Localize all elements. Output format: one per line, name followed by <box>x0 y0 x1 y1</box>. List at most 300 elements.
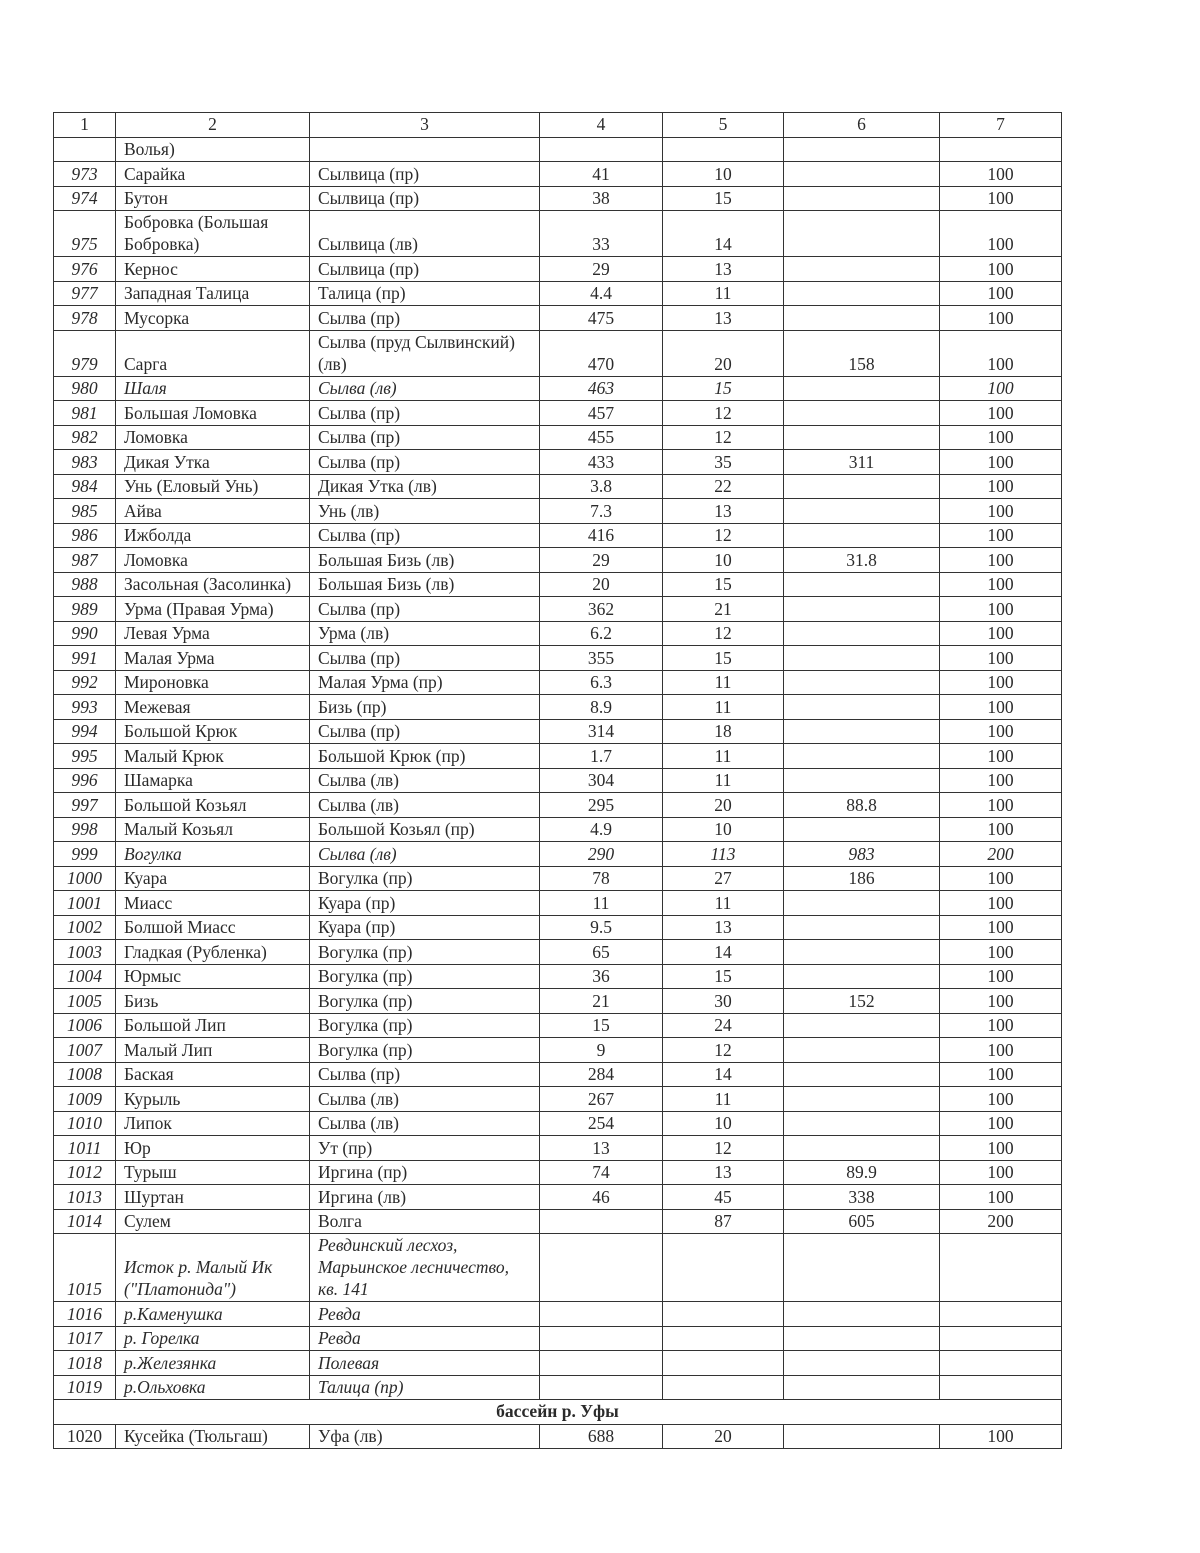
table-row <box>54 1062 1062 1087</box>
row-number-cell: 1008 <box>54 1062 116 1087</box>
mouth-river-cell: Сылва (пр) <box>310 450 540 475</box>
row-number-cell: 977 <box>54 281 116 306</box>
river-name-cell: Малая Урма <box>116 646 310 671</box>
row-number-cell: 1011 <box>54 1136 116 1161</box>
river-name-cell: Большая Ломовка <box>116 401 310 426</box>
row-number-cell: 1000 <box>54 866 116 891</box>
distance-cell: 455 <box>540 425 663 450</box>
row-number-cell: 995 <box>54 744 116 769</box>
row-number-cell: 990 <box>54 621 116 646</box>
table-row <box>54 646 1062 671</box>
area-cell <box>784 940 940 965</box>
table-row <box>54 891 1062 916</box>
mouth-river-cell: Вогулка (пр) <box>310 989 540 1014</box>
area-cell <box>784 376 940 401</box>
area-cell <box>784 768 940 793</box>
row-number-cell: 994 <box>54 719 116 744</box>
river-name-cell: Сулем <box>116 1209 310 1234</box>
length-cell: 11 <box>663 744 784 769</box>
row-number-cell: 985 <box>54 499 116 524</box>
distance-cell: 9.5 <box>540 915 663 940</box>
protection-zone-cell: 100 <box>940 891 1062 916</box>
river-name-cell: Миасс <box>116 891 310 916</box>
area-cell <box>784 1234 940 1302</box>
distance-cell: 65 <box>540 940 663 965</box>
table-row <box>54 1302 1062 1327</box>
data-table <box>53 112 1062 1449</box>
river-name-cell: Межевая <box>116 695 310 720</box>
mouth-river-cell: Сылва (пруд Сылвинский) (лв) <box>310 330 540 376</box>
mouth-river-cell: Сылва (лв) <box>310 376 540 401</box>
mouth-river-cell: Сылва (пр) <box>310 306 540 331</box>
length-cell <box>663 1375 784 1400</box>
protection-zone-cell: 100 <box>940 817 1062 842</box>
length-cell: 10 <box>663 1111 784 1136</box>
row-number-cell: 1007 <box>54 1038 116 1063</box>
length-cell <box>663 137 784 162</box>
table-row <box>54 597 1062 622</box>
mouth-river-cell: Ревда <box>310 1326 540 1351</box>
mouth-river-cell: Сылва (пр) <box>310 1062 540 1087</box>
area-cell <box>784 137 940 162</box>
protection-zone-cell: 100 <box>940 915 1062 940</box>
mouth-river-cell: Унь (лв) <box>310 499 540 524</box>
length-cell: 11 <box>663 768 784 793</box>
river-name-cell: Сарайка <box>116 162 310 187</box>
distance-cell: 9 <box>540 1038 663 1063</box>
table-row <box>54 1209 1062 1234</box>
protection-zone-cell: 100 <box>940 597 1062 622</box>
river-name-cell: Малый Козьял <box>116 817 310 842</box>
table-row <box>54 842 1062 867</box>
area-cell <box>784 719 940 744</box>
protection-zone-cell: 100 <box>940 1013 1062 1038</box>
area-cell: 158 <box>784 330 940 376</box>
distance-cell: 475 <box>540 306 663 331</box>
distance-cell: 15 <box>540 1013 663 1038</box>
length-cell: 14 <box>663 940 784 965</box>
area-cell <box>784 1424 940 1449</box>
protection-zone-cell <box>940 1351 1062 1376</box>
area-cell: 89.9 <box>784 1160 940 1185</box>
length-cell: 12 <box>663 401 784 426</box>
protection-zone-cell: 100 <box>940 474 1062 499</box>
river-name-cell: р.Ольховка <box>116 1375 310 1400</box>
protection-zone-cell <box>940 137 1062 162</box>
distance-cell: 6.3 <box>540 670 663 695</box>
area-cell <box>784 1087 940 1112</box>
river-name-cell: р. Горелка <box>116 1326 310 1351</box>
mouth-river-cell: Сылвица (лв) <box>310 211 540 257</box>
table-row <box>54 211 1062 257</box>
area-cell: 311 <box>784 450 940 475</box>
length-cell: 22 <box>663 474 784 499</box>
distance-cell: 416 <box>540 523 663 548</box>
section-title: бассейн р. Уфы <box>54 1400 1062 1425</box>
river-name-cell: Ломовка <box>116 425 310 450</box>
protection-zone-cell <box>940 1326 1062 1351</box>
length-cell: 12 <box>663 1136 784 1161</box>
table-row <box>54 281 1062 306</box>
river-name-cell: Большой Лип <box>116 1013 310 1038</box>
protection-zone-cell: 100 <box>940 306 1062 331</box>
mouth-river-cell: Вогулка (пр) <box>310 964 540 989</box>
protection-zone-cell: 100 <box>940 964 1062 989</box>
river-name-cell: Болшой Миасс <box>116 915 310 940</box>
row-number-cell: 975 <box>54 211 116 257</box>
distance-cell: 6.2 <box>540 621 663 646</box>
mouth-river-cell: Сылвица (пр) <box>310 257 540 282</box>
protection-zone-cell <box>940 1375 1062 1400</box>
distance-cell: 254 <box>540 1111 663 1136</box>
header-cell: 6 <box>784 113 940 138</box>
protection-zone-cell: 100 <box>940 211 1062 257</box>
protection-zone-cell: 100 <box>940 744 1062 769</box>
protection-zone-cell: 100 <box>940 793 1062 818</box>
table-row <box>54 330 1062 376</box>
mouth-river-cell: Большой Козьял (пр) <box>310 817 540 842</box>
length-cell: 12 <box>663 1038 784 1063</box>
area-cell <box>784 744 940 769</box>
protection-zone-cell: 100 <box>940 940 1062 965</box>
distance-cell: 355 <box>540 646 663 671</box>
length-cell <box>663 1302 784 1327</box>
length-cell: 18 <box>663 719 784 744</box>
length-cell: 11 <box>663 1087 784 1112</box>
mouth-river-cell: Ут (пр) <box>310 1136 540 1161</box>
table-row <box>54 695 1062 720</box>
table-row <box>54 137 1062 162</box>
area-cell <box>784 306 940 331</box>
row-number-cell: 982 <box>54 425 116 450</box>
table-row <box>54 1136 1062 1161</box>
row-number-cell: 1012 <box>54 1160 116 1185</box>
river-name-cell: р.Каменушка <box>116 1302 310 1327</box>
area-cell <box>784 1038 940 1063</box>
distance-cell: 362 <box>540 597 663 622</box>
protection-zone-cell: 100 <box>940 695 1062 720</box>
area-cell <box>784 572 940 597</box>
river-name-cell: Малый Лип <box>116 1038 310 1063</box>
distance-cell: 41 <box>540 162 663 187</box>
river-name-cell: Засольная (Засолинка) <box>116 572 310 597</box>
table-row <box>54 1013 1062 1038</box>
mouth-river-cell <box>310 137 540 162</box>
river-name-cell: Волья) <box>116 137 310 162</box>
protection-zone-cell: 100 <box>940 1111 1062 1136</box>
river-name-cell: Бобровка (Большая Бобровка) <box>116 211 310 257</box>
length-cell <box>663 1234 784 1302</box>
distance-cell <box>540 137 663 162</box>
header-cell: 1 <box>54 113 116 138</box>
river-name-cell: Турыш <box>116 1160 310 1185</box>
mouth-river-cell: Сылва (лв) <box>310 768 540 793</box>
protection-zone-cell: 100 <box>940 376 1062 401</box>
distance-cell: 7.3 <box>540 499 663 524</box>
mouth-river-cell: Дикая Утка (лв) <box>310 474 540 499</box>
area-cell <box>784 817 940 842</box>
table-row <box>54 670 1062 695</box>
table-row <box>54 964 1062 989</box>
length-cell: 13 <box>663 1160 784 1185</box>
row-number-cell: 1006 <box>54 1013 116 1038</box>
area-cell <box>784 1302 940 1327</box>
table-row <box>54 1424 1062 1449</box>
river-name-cell: Ломовка <box>116 548 310 573</box>
length-cell: 11 <box>663 891 784 916</box>
row-number-cell <box>54 137 116 162</box>
mouth-river-cell: Куара (пр) <box>310 915 540 940</box>
length-cell: 11 <box>663 695 784 720</box>
distance-cell <box>540 1326 663 1351</box>
length-cell: 14 <box>663 211 784 257</box>
river-name-cell: Ижболда <box>116 523 310 548</box>
distance-cell: 314 <box>540 719 663 744</box>
length-cell: 20 <box>663 1424 784 1449</box>
protection-zone-cell: 100 <box>940 1038 1062 1063</box>
mouth-river-cell: Вогулка (пр) <box>310 866 540 891</box>
row-number-cell: 974 <box>54 186 116 211</box>
row-number-cell: 1014 <box>54 1209 116 1234</box>
row-number-cell: 980 <box>54 376 116 401</box>
distance-cell: 457 <box>540 401 663 426</box>
distance-cell: 1.7 <box>540 744 663 769</box>
distance-cell: 284 <box>540 1062 663 1087</box>
mouth-river-cell: Вогулка (пр) <box>310 940 540 965</box>
length-cell: 13 <box>663 499 784 524</box>
protection-zone-cell <box>940 1234 1062 1302</box>
protection-zone-cell: 100 <box>940 401 1062 426</box>
river-name-cell: Шаля <box>116 376 310 401</box>
length-cell: 27 <box>663 866 784 891</box>
river-name-cell: Юр <box>116 1136 310 1161</box>
length-cell: 15 <box>663 186 784 211</box>
river-name-cell: Айва <box>116 499 310 524</box>
row-number-cell: 1016 <box>54 1302 116 1327</box>
area-cell <box>784 499 940 524</box>
distance-cell <box>540 1209 663 1234</box>
header-cell: 7 <box>940 113 1062 138</box>
header-cell: 2 <box>116 113 310 138</box>
protection-zone-cell: 100 <box>940 1136 1062 1161</box>
length-cell: 20 <box>663 793 784 818</box>
row-number-cell: 986 <box>54 523 116 548</box>
area-cell <box>784 670 940 695</box>
length-cell: 20 <box>663 330 784 376</box>
river-name-cell: Сарга <box>116 330 310 376</box>
length-cell: 12 <box>663 523 784 548</box>
mouth-river-cell: Волга <box>310 1209 540 1234</box>
protection-zone-cell: 100 <box>940 281 1062 306</box>
table-row <box>54 744 1062 769</box>
river-name-cell: Вогулка <box>116 842 310 867</box>
protection-zone-cell: 100 <box>940 499 1062 524</box>
area-cell: 605 <box>784 1209 940 1234</box>
area-cell <box>784 281 940 306</box>
table-row <box>54 866 1062 891</box>
length-cell: 87 <box>663 1209 784 1234</box>
distance-cell: 13 <box>540 1136 663 1161</box>
river-name-cell: Мусорка <box>116 306 310 331</box>
area-cell <box>784 597 940 622</box>
table-row <box>54 162 1062 187</box>
river-name-cell: Шамарка <box>116 768 310 793</box>
row-number-cell: 1017 <box>54 1326 116 1351</box>
row-number-cell: 1010 <box>54 1111 116 1136</box>
river-name-cell: Липок <box>116 1111 310 1136</box>
row-number-cell: 997 <box>54 793 116 818</box>
row-number-cell: 1005 <box>54 989 116 1014</box>
table-row <box>54 1326 1062 1351</box>
table-row <box>54 572 1062 597</box>
table-row <box>54 940 1062 965</box>
mouth-river-cell: Сылвица (пр) <box>310 162 540 187</box>
row-number-cell: 1020 <box>54 1424 116 1449</box>
river-name-cell: Кернос <box>116 257 310 282</box>
distance-cell: 8.9 <box>540 695 663 720</box>
length-cell: 13 <box>663 306 784 331</box>
mouth-river-cell: Сылва (пр) <box>310 719 540 744</box>
row-number-cell: 984 <box>54 474 116 499</box>
table-row <box>54 1111 1062 1136</box>
mouth-river-cell: Сылва (пр) <box>310 523 540 548</box>
area-cell <box>784 162 940 187</box>
area-cell <box>784 1326 940 1351</box>
row-number-cell: 1013 <box>54 1185 116 1210</box>
area-cell <box>784 474 940 499</box>
header-cell: 5 <box>663 113 784 138</box>
length-cell: 15 <box>663 572 784 597</box>
length-cell: 45 <box>663 1185 784 1210</box>
mouth-river-cell: Куара (пр) <box>310 891 540 916</box>
distance-cell: 4.4 <box>540 281 663 306</box>
row-number-cell: 973 <box>54 162 116 187</box>
table-row <box>54 1234 1062 1302</box>
river-name-cell: Курыль <box>116 1087 310 1112</box>
distance-cell: 295 <box>540 793 663 818</box>
distance-cell: 29 <box>540 257 663 282</box>
protection-zone-cell: 100 <box>940 1087 1062 1112</box>
row-number-cell: 992 <box>54 670 116 695</box>
mouth-river-cell: Вогулка (пр) <box>310 1013 540 1038</box>
distance-cell <box>540 1351 663 1376</box>
protection-zone-cell: 100 <box>940 646 1062 671</box>
protection-zone-cell: 100 <box>940 330 1062 376</box>
mouth-river-cell: Ревда <box>310 1302 540 1327</box>
table-row <box>54 450 1062 475</box>
mouth-river-cell: Иргина (лв) <box>310 1185 540 1210</box>
protection-zone-cell: 100 <box>940 572 1062 597</box>
table-row <box>54 1185 1062 1210</box>
river-name-cell: Куара <box>116 866 310 891</box>
distance-cell <box>540 1375 663 1400</box>
area-cell <box>784 425 940 450</box>
area-cell <box>784 211 940 257</box>
table-row <box>54 719 1062 744</box>
row-number-cell: 1001 <box>54 891 116 916</box>
area-cell <box>784 523 940 548</box>
area-cell <box>784 891 940 916</box>
area-cell <box>784 186 940 211</box>
header-cell: 4 <box>540 113 663 138</box>
distance-cell: 74 <box>540 1160 663 1185</box>
length-cell: 11 <box>663 281 784 306</box>
table-row <box>54 1375 1062 1400</box>
table-row <box>54 1087 1062 1112</box>
distance-cell: 4.9 <box>540 817 663 842</box>
row-number-cell: 999 <box>54 842 116 867</box>
row-number-cell: 1018 <box>54 1351 116 1376</box>
mouth-river-cell: Полевая <box>310 1351 540 1376</box>
distance-cell: 3.8 <box>540 474 663 499</box>
length-cell: 12 <box>663 425 784 450</box>
river-name-cell: Дикая Утка <box>116 450 310 475</box>
length-cell <box>663 1326 784 1351</box>
protection-zone-cell <box>940 1302 1062 1327</box>
river-name-cell: Большой Козьял <box>116 793 310 818</box>
protection-zone-cell: 100 <box>940 257 1062 282</box>
protection-zone-cell: 200 <box>940 1209 1062 1234</box>
protection-zone-cell: 100 <box>940 425 1062 450</box>
length-cell: 13 <box>663 915 784 940</box>
mouth-river-cell: Иргина (пр) <box>310 1160 540 1185</box>
row-number-cell: 979 <box>54 330 116 376</box>
river-name-cell: Баская <box>116 1062 310 1087</box>
length-cell: 30 <box>663 989 784 1014</box>
mouth-river-cell: Сылва (пр) <box>310 425 540 450</box>
mouth-river-cell: Талица (пр) <box>310 281 540 306</box>
protection-zone-cell: 100 <box>940 162 1062 187</box>
river-name-cell: Гладкая (Рубленка) <box>116 940 310 965</box>
row-number-cell: 1015 <box>54 1234 116 1302</box>
protection-zone-cell: 100 <box>940 670 1062 695</box>
protection-zone-cell: 100 <box>940 989 1062 1014</box>
length-cell: 10 <box>663 162 784 187</box>
table-row <box>54 186 1062 211</box>
header-cell: 3 <box>310 113 540 138</box>
protection-zone-cell: 100 <box>940 866 1062 891</box>
river-name-cell: Юрмыс <box>116 964 310 989</box>
river-name-cell: Левая Урма <box>116 621 310 646</box>
row-number-cell: 993 <box>54 695 116 720</box>
length-cell: 14 <box>663 1062 784 1087</box>
area-cell <box>784 1013 940 1038</box>
river-name-cell: Унь (Еловый Унь) <box>116 474 310 499</box>
mouth-river-cell: Сылва (пр) <box>310 597 540 622</box>
distance-cell: 33 <box>540 211 663 257</box>
distance-cell: 29 <box>540 548 663 573</box>
length-cell: 13 <box>663 257 784 282</box>
area-cell <box>784 646 940 671</box>
mouth-river-cell: Большая Бизь (лв) <box>310 572 540 597</box>
table-row <box>54 768 1062 793</box>
table-row <box>54 376 1062 401</box>
row-number-cell: 978 <box>54 306 116 331</box>
row-number-cell: 1003 <box>54 940 116 965</box>
row-number-cell: 989 <box>54 597 116 622</box>
area-cell <box>784 695 940 720</box>
distance-cell: 433 <box>540 450 663 475</box>
river-name-cell: Западная Талица <box>116 281 310 306</box>
distance-cell: 38 <box>540 186 663 211</box>
table-row <box>54 548 1062 573</box>
mouth-river-cell: Сылва (пр) <box>310 401 540 426</box>
area-cell: 152 <box>784 989 940 1014</box>
mouth-river-cell: Ревдинский лесхоз, Марьинское лесничество, кв. 141 <box>310 1234 540 1302</box>
distance-cell: 267 <box>540 1087 663 1112</box>
area-cell <box>784 1111 940 1136</box>
distance-cell <box>540 1302 663 1327</box>
